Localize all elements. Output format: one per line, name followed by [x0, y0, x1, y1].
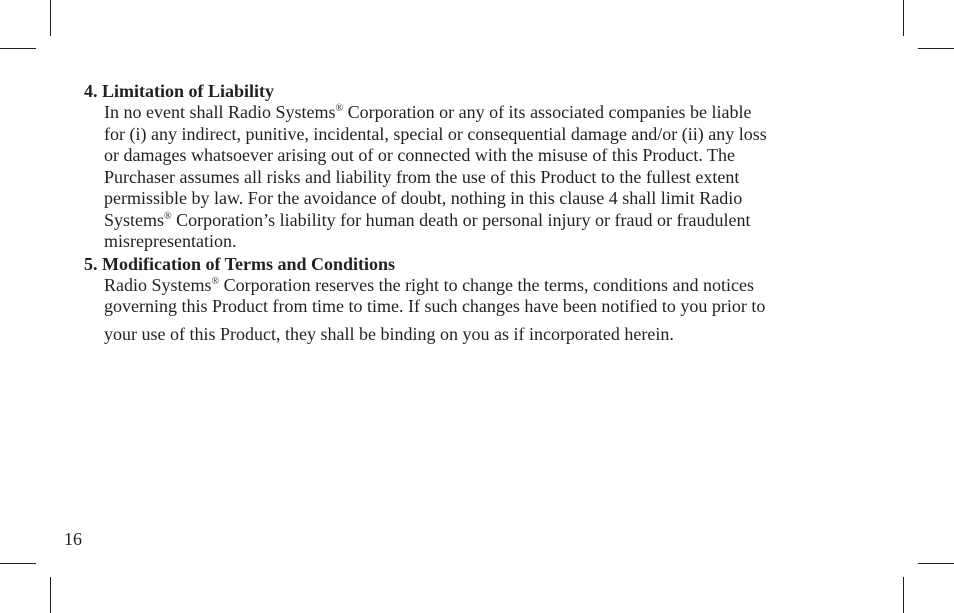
- section-5-heading: 5. Modification of Terms and Conditions: [84, 253, 396, 274]
- registered-mark: ®: [164, 210, 172, 222]
- section-5-line: governing this Product from time to time. If such changes have been notified to you prior to: [104, 296, 766, 316]
- section-4-line: Purchaser assumes all risks and liability from the use of this Product to the fullest extent: [104, 166, 740, 187]
- section-4-line: [104, 102, 874, 124]
- document-body: [84, 80, 874, 348]
- crop-mark-bottom-right-vertical: [903, 577, 904, 613]
- page-number: 16: [64, 529, 82, 549]
- crop-mark-bottom-left-vertical: [50, 577, 51, 613]
- section-5-line: your use of this Product, they shall be binding on you as if incorporated herein.: [104, 323, 674, 344]
- section-4-line: misrepresentation.: [104, 231, 237, 251]
- section-4-line: [104, 210, 874, 232]
- crop-mark-top-left-horizontal: [0, 48, 36, 49]
- crop-mark-top-right-horizontal: [918, 48, 954, 49]
- section-4-paragraph: [84, 102, 874, 253]
- crop-mark-top-right-vertical: [903, 0, 904, 36]
- section-4-heading: 4. Limitation of Liability: [84, 81, 275, 101]
- section-4-line: permissible by law. For the avoidance of doubt, nothing in this clause 4 shall limit Radio: [104, 188, 743, 208]
- registered-mark: ®: [335, 103, 344, 114]
- section-4-line: or damages whatsoever arising out of or connected with the misuse of this Product. The: [104, 145, 736, 165]
- section-5-paragraph: [84, 275, 874, 348]
- text-run: Systems: [104, 209, 165, 230]
- text-run: Corporation’s liability for human death or personal injury or fraud or fraudulent: [171, 209, 751, 230]
- text-run: Corporation reserves the right to change the terms, conditions and notices: [219, 274, 754, 295]
- crop-mark-bottom-right-horizontal: [918, 563, 954, 564]
- text-run: Radio Systems: [104, 274, 212, 295]
- registered-mark: ®: [211, 275, 220, 287]
- crop-mark-bottom-left-horizontal: [0, 563, 36, 564]
- section-4-line: for (i) any indirect, punitive, incidental, special or consequential damage and/or (ii) any loss: [104, 123, 767, 144]
- text-run: Corporation or any of its associated companies be liable: [343, 102, 752, 122]
- text-run: In no event shall Radio Systems: [104, 102, 336, 122]
- crop-mark-top-left-vertical: [50, 0, 51, 36]
- section-5-line: [104, 275, 874, 297]
